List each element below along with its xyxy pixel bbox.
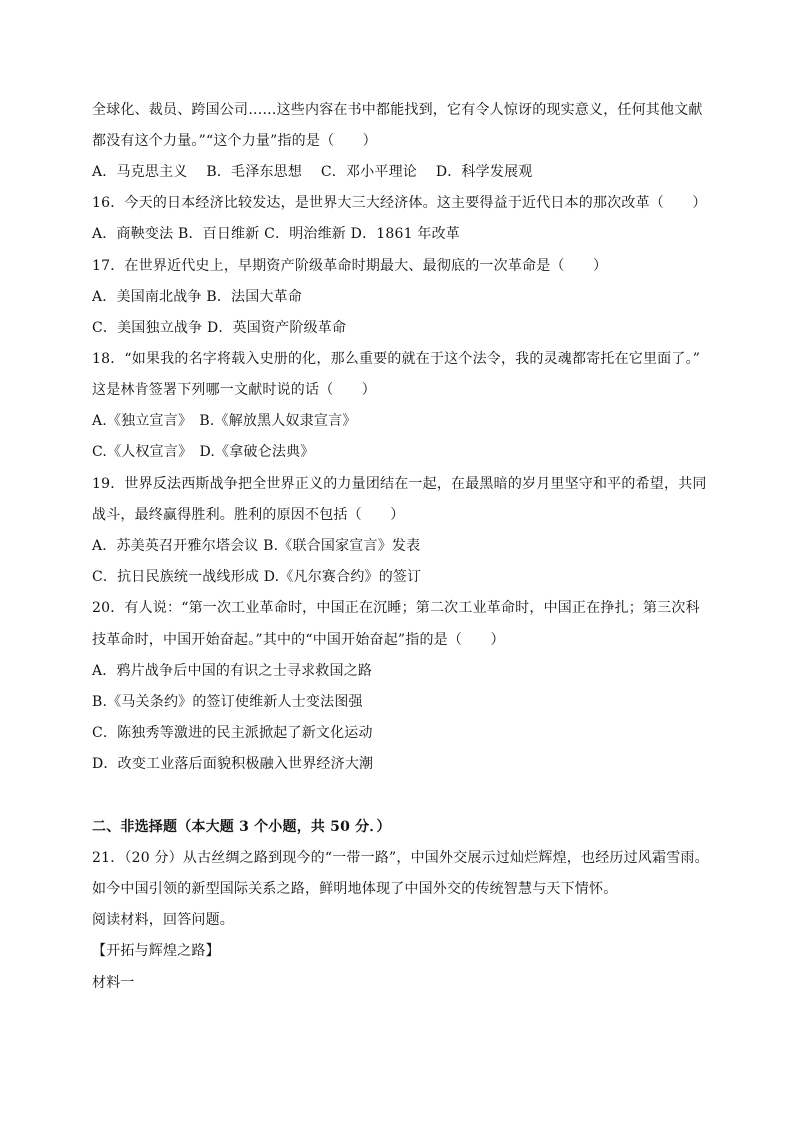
- question-19: 19．世界反法西斯战争把全世界正义的力量团结在一起，在最黑暗的岁月里坚守和平的希望，共同: [92, 476, 707, 492]
- answer-option-b: B.《马关条约》的签订使维新人士变法图强: [92, 694, 363, 710]
- question-18: 18．“如果我的名字将载入史册的化，那么重要的就在于这个法令，我的灵魂都寄托在它里面了。”: [92, 351, 701, 367]
- text-line: 战斗，最终赢得胜利。胜利的原因不包括（ ）: [92, 507, 405, 523]
- question-21: 21．（20 分）从古丝绸之路到现今的“一带一路”，中国外交展示过灿烂辉煌，也经历过风霜雪雨。: [92, 850, 709, 866]
- answer-options: A．马克思主义 B．毛泽东思想 C．邓小平理论 D．科学发展观: [92, 164, 533, 180]
- answer-option-a: A．鸦片战争后中国的有识之士寻求救国之路: [92, 663, 373, 679]
- text-line: 这是林肯签署下列哪一文献时说的话（ ）: [92, 382, 376, 398]
- answer-option-c: C．陈独秀等激进的民主派掀起了新文化运动: [92, 725, 373, 741]
- section-heading: 二、非选择题（本大题 3 个小题，共 50 分．）: [92, 819, 391, 835]
- answer-options: A.《独立宣言》 B.《解放黑人奴隶宣言》: [92, 413, 357, 429]
- question-17: 17．在世界近代史上，早期资产阶级革命时期最大、最彻底的一次革命是（ ）: [92, 258, 608, 274]
- answer-options: A．商鞅变法 B．百日维新 C．明治维新 D．1861 年改革: [92, 226, 460, 242]
- text-line: 如今中国引领的新型国际关系之路，鲜明地体现了中国外交的传统智慧与天下情怀。: [92, 881, 618, 897]
- text-line: 全球化、裁员、跨国公司……这些内容在书中都能找到，它有令人惊讶的现实意义，任何其他文献: [92, 102, 703, 118]
- answer-option-d: D．改变工业落后面貌积极融入世界经济大潮: [92, 756, 374, 772]
- material-label: 材料一: [92, 975, 135, 991]
- instruction: 阅读材料，回答问题。: [92, 912, 234, 928]
- text-line: 都没有这个力量。”“这个力量”指的是（ ）: [92, 133, 377, 149]
- answer-options: C.《人权宣言》 D.《拿破仑法典》: [92, 444, 315, 460]
- answer-options: A．苏美英召开雅尔塔会议 B.《联合国家宣言》发表: [92, 538, 421, 554]
- text-line: 技革命时，中国开始奋起。”其中的“中国开始奋起”指的是（ ）: [92, 632, 505, 648]
- subsection-heading: 【开拓与辉煌之路】: [92, 943, 220, 959]
- answer-options: C．美国独立战争 D．英国资产阶级革命: [92, 320, 347, 336]
- answer-options: C．抗日民族统一战线形成 D.《凡尔赛合约》的签订: [92, 569, 422, 585]
- answer-options: A．美国南北战争 B．法国大革命: [92, 289, 303, 305]
- question-16: 16．今天的日本经济比较发达，是世界大三大经济体。这主要得益于近代日本的那次改革（ ）: [92, 195, 707, 211]
- question-20: 20．有人说：“第一次工业革命时，中国正在沉睡；第二次工业革命时，中国正在挣扎；第三次科: [92, 600, 700, 616]
